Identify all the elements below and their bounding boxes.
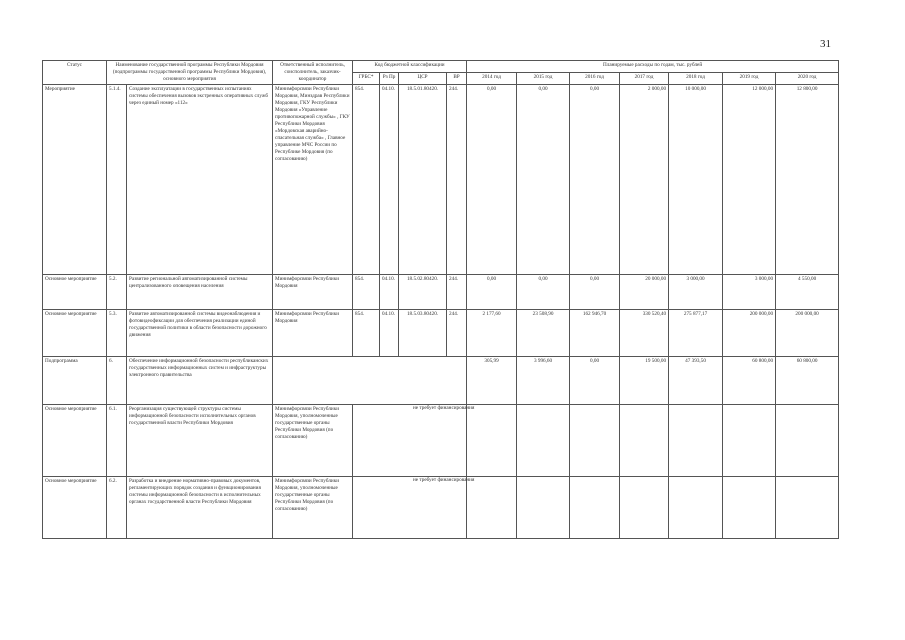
row-no-funding — [353, 405, 475, 477]
no-funding-text: не требует финансирования — [413, 405, 475, 411]
header-budget-code: Код бюджетной классификации — [353, 61, 467, 73]
row-rzpr: 04.10. — [380, 85, 399, 275]
header-responsible: Ответственный исполнитель, соисполнитель, заказчик-координатор — [273, 61, 353, 85]
row-value: 60 800,00 — [723, 357, 776, 405]
header-rzpr: Рз Пр — [380, 73, 399, 85]
row-vr: 244. — [447, 275, 467, 310]
row-value: 12 000,00 — [723, 85, 776, 275]
row-responsible: Минимфорсвязи Республики Мордовия, уполномоченные государственные органы Республики Мордовия (по согласованию) — [273, 405, 353, 477]
row-value: 60 800,00 — [776, 357, 839, 405]
row-value: 200 000,00 — [723, 310, 776, 357]
page-number: 31 — [820, 38, 831, 50]
table-row — [43, 275, 839, 310]
row-number: 5.2. — [107, 275, 127, 310]
row-value: 20 000,00 — [620, 275, 669, 310]
row-value: 19 500,00 — [620, 357, 669, 405]
row-value: 275 877,17 — [669, 310, 723, 357]
row-value: 200 000,00 — [776, 310, 839, 357]
table-row — [43, 357, 839, 405]
row-rzpr: 04.10. — [380, 310, 399, 357]
row-status: Мероприятие — [43, 85, 107, 275]
table-row — [43, 405, 839, 477]
header-year: 2016 год — [570, 73, 620, 85]
row-responsible: Минимфорсвязи Республики Мордовия — [273, 310, 353, 357]
row-value: 0,00 — [570, 85, 620, 275]
row-status: Основное мероприятие — [43, 310, 107, 357]
table-row — [43, 477, 839, 539]
row-name: Создание эксплуатации в государственных испытаниях системы обеспечения вызовов экстренных оперативных служб через единый номер «112» — [127, 85, 273, 275]
header-grbs: ГРБС* — [353, 73, 380, 85]
row-status: Подпрограмма — [43, 357, 107, 405]
row-grbs: 854. — [353, 275, 380, 310]
row-number: 5.1.4. — [107, 85, 127, 275]
row-value: 0,00 — [517, 275, 570, 310]
table-row — [43, 310, 839, 357]
row-value: 23 508,90 — [517, 310, 570, 357]
header-name: Наименование государственной программы Республики Мордовия (подпрограммы государственной программы Республики Мордовия), основного мероприятия — [107, 61, 273, 85]
row-name: Реорганизация существующей структуры системы информационной безопасности исполнительных органов государственной власти Республики Мордовия — [127, 405, 273, 477]
row-responsible — [273, 357, 467, 405]
row-value: 47 393,50 — [669, 357, 723, 405]
row-value: 0,00 — [570, 275, 620, 310]
header-year: 2018 год — [669, 73, 723, 85]
row-value: 2 177,60 — [467, 310, 517, 357]
row-status: Основное мероприятие — [43, 477, 107, 539]
row-value: 0,00 — [570, 357, 620, 405]
row-value: 330 520,40 — [620, 310, 669, 357]
header-status: Статус — [43, 61, 107, 85]
row-csr: 18.5.01.80420. — [399, 85, 447, 275]
row-vr: 244. — [447, 310, 467, 357]
row-status: Основное мероприятие — [43, 275, 107, 310]
row-value: 305,99 — [467, 357, 517, 405]
row-vr: 244. — [447, 85, 467, 275]
row-value: 3 000,00 — [669, 275, 723, 310]
header-year: 2020 год — [776, 73, 839, 85]
no-funding-text: не требует финансирования — [413, 477, 475, 483]
row-grbs: 854. — [353, 85, 380, 275]
row-csr: 18.5.02.80420. — [399, 275, 447, 310]
row-rzpr: 04.10. — [380, 275, 399, 310]
row-no-funding — [353, 477, 475, 539]
row-value: 10 000,00 — [669, 85, 723, 275]
row-value: 3 996,60 — [517, 357, 570, 405]
header-row-1 — [43, 61, 839, 73]
row-value: 0,00 — [467, 85, 517, 275]
row-name: Развитие автоматизированной системы видеонаблюдения и фотовидеофиксации для обеспечения реализации единой государственной политики в области безопасности дорожного движения — [127, 310, 273, 357]
row-name: Разработка и внедрение нормативно-правовых документов, регламентирующих порядок создания и функционирования системы информационной безопасности в исполнительных органах государственной власти Республики Мордовия — [127, 477, 273, 539]
row-number: 5.3. — [107, 310, 127, 357]
row-csr: 18.5.03.80420. — [399, 310, 447, 357]
row-number: 6.1. — [107, 405, 127, 477]
row-value: 12 800,00 — [776, 85, 839, 275]
header-year: 2015 год — [517, 73, 570, 85]
header-year: 2014 год — [467, 73, 517, 85]
row-responsible: Минимфорсвязи Республики Мордовия, уполномоченные государственные органы Республики Мордовия (по согласованию) — [273, 477, 353, 539]
row-value: 0,00 — [467, 275, 517, 310]
row-value: 4 550,00 — [776, 275, 839, 310]
row-value: 162 946,70 — [570, 310, 620, 357]
header-expenses: Планируемые расходы по годам, тыс. рублей — [467, 61, 839, 73]
table-row — [43, 85, 839, 275]
program-table — [42, 60, 839, 539]
row-number: 6. — [107, 357, 127, 405]
row-grbs: 854. — [353, 310, 380, 357]
row-status: Основное мероприятие — [43, 405, 107, 477]
row-responsible: Минимфорсвязи Республики Мордовия — [273, 275, 353, 310]
header-csr: ЦСР — [399, 73, 447, 85]
row-number: 6.2. — [107, 477, 127, 539]
row-value: 3 000,00 — [723, 275, 776, 310]
row-value: 0,00 — [517, 85, 570, 275]
row-value: 2 000,00 — [620, 85, 669, 275]
header-year: 2019 год — [723, 73, 776, 85]
header-year: 2017 год — [620, 73, 669, 85]
row-name: Обеспечение информационной безопасности республиканских государственных информационных систем и инфраструктуры электронного правительства — [127, 357, 273, 405]
header-vr: ВР — [447, 73, 467, 85]
row-responsible: Минимфорсвязи Республики Мордовия, Минздрав Республики Мордовия, ГКУ Республики Мордовия «Управление противопожарной службы» , ГКУ Республики Мордовия «Мордовская аварийно-спасательная служба» , Главное управление МЧС России по Республике Мордовия (по согласованию) — [273, 85, 353, 275]
row-name: Развитие региональной автоматизированной системы централизованного оповещения населения — [127, 275, 273, 310]
